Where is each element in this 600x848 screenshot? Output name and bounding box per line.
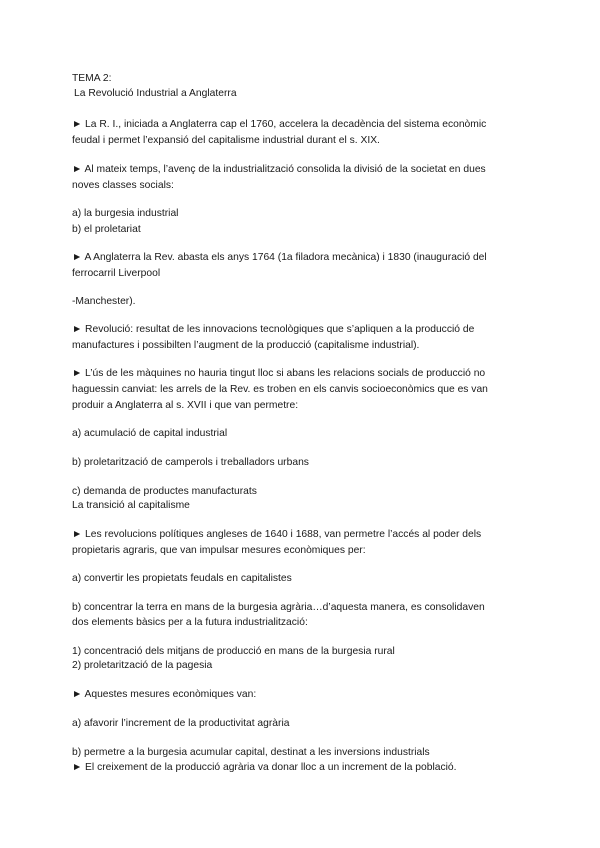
list-2-item-a: a) convertir les propietats feudals en capitalistes	[72, 573, 292, 584]
numbered-item-2: 2) proletarització de la pagesia	[72, 660, 213, 671]
paragraph-1-line-2: feudal i permet l’expansió del capitalisme industrial durant el s. XIX.	[72, 135, 380, 146]
paragraph-3-continuation: -Manchester).	[72, 296, 136, 307]
paragraph-2-line-1: ► Al mateix temps, l’avenç de la industrialització consolida la divisió de la societat en dues	[72, 164, 486, 175]
paragraph-5-line-1: ► L’ús de les màquines no hauria tingut lloc si abans les relacions socials de producció no	[72, 368, 486, 379]
paragraph-1-line-1: ► La R. I., iniciada a Anglaterra cap el 1760, accelera la decadència del sistema econòmic	[72, 119, 487, 130]
list-3-item-b: b) permetre a la burgesia acumular capital, destinat a les inversions industrials	[72, 747, 430, 758]
list-1-item-c: c) demanda de productes manufacturats	[72, 486, 257, 497]
paragraph-6-line-1: ► Les revolucions polítiques angleses de 1640 i 1688, van permetre l’accés al poder dels	[72, 529, 482, 540]
paragraph-4-line-1: ► Revolució: resultat de les innovacions tecnològiques que s’apliquen a la producció de	[72, 324, 475, 335]
paragraph-6-line-2: propietaris agraris, que van impulsar mesures econòmiques per:	[72, 545, 366, 556]
paragraph-4-line-2: manufactures i possibilten l’augment de la producció (capitalisme industrial).	[72, 340, 420, 351]
list-3-item-a: a) afavorir l’increment de la productivitat agrària	[72, 718, 290, 729]
class-item-a: a) la burgesia industrial	[72, 208, 179, 219]
paragraph-8: ► El creixement de la producció agrària va donar lloc a un increment de la població.	[72, 762, 457, 773]
section-heading: TEMA 2:	[72, 73, 112, 84]
document-title: La Revolució Industrial a Anglaterra	[74, 88, 237, 99]
paragraph-5-line-3: produir a Anglaterra al s. XVII i que van permetre:	[72, 400, 299, 411]
class-item-b: b) el proletariat	[72, 224, 141, 235]
paragraph-5-line-2: haguessin canviat: les arrels de la Rev. es troben en els canvis socioeconòmics que es van	[72, 384, 488, 395]
list-2-item-b-line-2: dos elements bàsics per a la futura industrialització:	[72, 617, 308, 628]
paragraph-7: ► Aquestes mesures econòmiques van:	[72, 689, 257, 700]
numbered-item-1: 1) concentració dels mitjans de producció en mans de la burgesia rural	[72, 646, 395, 657]
paragraph-2-line-2: noves classes socials:	[72, 180, 174, 191]
list-1-item-a: a) acumulació de capital industrial	[72, 428, 228, 439]
list-2-item-b-line-1: b) concentrar la terra en mans de la burgesia agrària…d’aquesta manera, es consolidaven	[72, 602, 485, 613]
paragraph-3-line-2: ferrocarril Liverpool	[72, 268, 161, 279]
list-1-item-b: b) proletarització de camperols i treballadors urbans	[72, 457, 309, 468]
section-subtitle: La transició al capitalisme	[72, 500, 190, 511]
paragraph-3-line-1: ► A Anglaterra la Rev. abasta els anys 1764 (1a filadora mecànica) i 1830 (inauguració del	[72, 252, 487, 263]
